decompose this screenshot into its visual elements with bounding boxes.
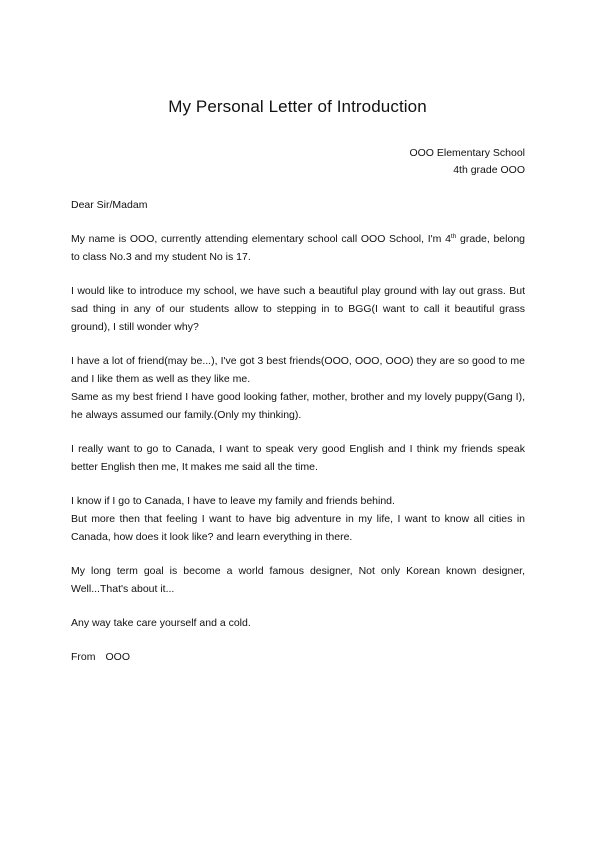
salutation: Dear Sir/Madam [71,199,148,211]
paragraph-school: I would like to introduce my school, we have such a beautiful play ground with lay out grass. But sad thing in any of our students allow to stepping in to BGG(I want to call it beautiful grass ground), I still wonder why? [71,285,525,333]
intro-text-continued: grade, belong to class No.3 and my student No is 17. [71,233,525,263]
sender-grade: 4th grade OOO [453,164,525,176]
adventure-line-2: But more then that feeling I want to have big adventure in my life, I want to know all cities in Canada, how does it look like? and learn everything in there. [71,513,525,543]
paragraph-friends [71,352,525,424]
ordinal-suffix: th [450,233,457,240]
sender-school: OOO Elementary School [409,147,525,159]
paragraph-adventure [71,492,525,546]
paragraph-canada: I really want to go to Canada, I want to speak very good English and I think my friends speak better English then me, It makes me said all the time. [71,443,525,473]
letter-title: My Personal Letter of Introduction [168,97,427,116]
signoff [71,648,525,666]
friends-line-2: Same as my best friend I have good looking father, mother, brother and my lovely puppy(Gang I), he always assumed our family.(Only my thinking). [71,391,525,421]
signoff-name: OOO [105,651,131,663]
paragraph-closing: Any way take care yourself and a cold. [71,617,251,629]
paragraph-goal: My long term goal is become a world famous designer, Not only Korean known designer, Well...That's about it... [71,565,525,595]
letter-body [71,196,525,666]
intro-text: My name is OOO, currently attending elementary school call OOO School, I'm 4 [71,233,451,245]
adventure-line-1: I know if I go to Canada, I have to leave my family and friends behind. [71,495,395,507]
friends-line-1: I have a lot of friend(may be...), I've got 3 best friends(OOO, OOO, OOO) they are so good to me and I like them as well as they like me. [71,355,525,385]
sender-block [409,145,525,179]
signoff-label: From [71,651,96,663]
paragraph-intro [71,230,525,266]
